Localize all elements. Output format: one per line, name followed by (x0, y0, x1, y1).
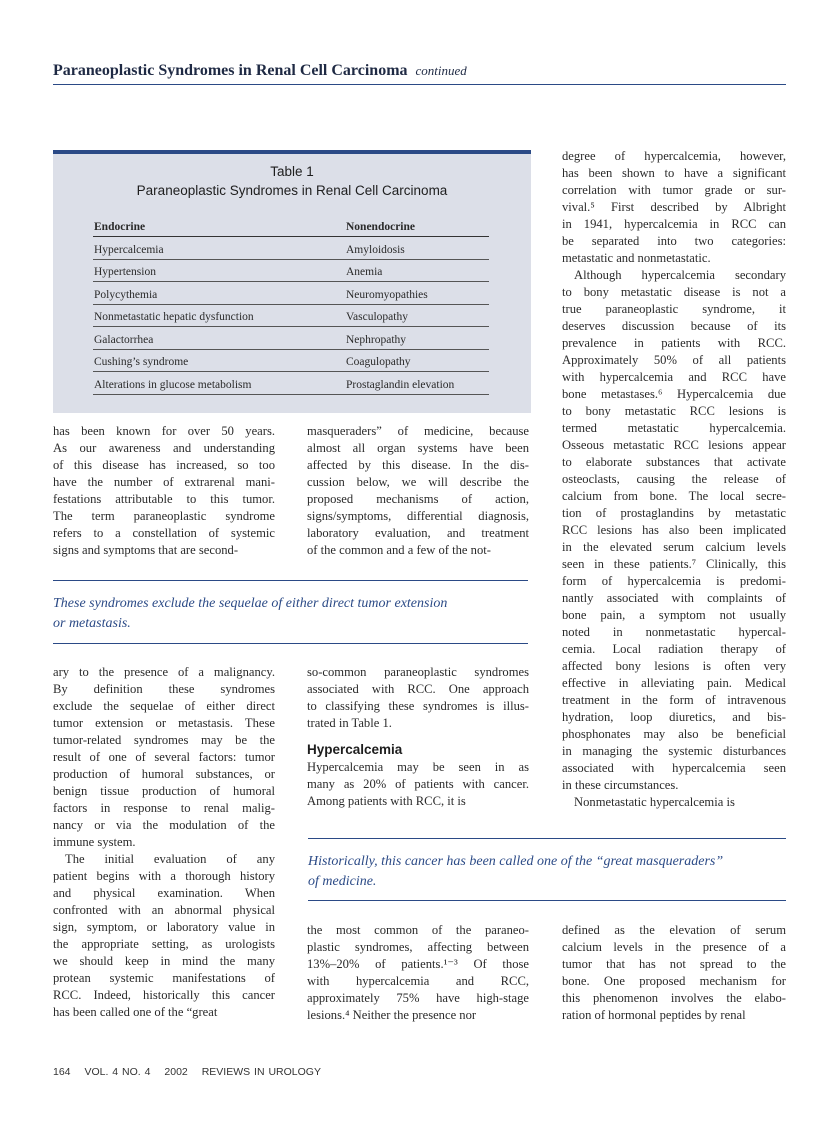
text-line: deserves discussion because of its (562, 319, 786, 333)
table-cell-endocrine: Cushing’s syndrome (94, 356, 189, 368)
text-line: with hypercalcemia and RCC, (307, 974, 529, 988)
running-head-continued: continued (415, 63, 467, 78)
text-line: to bony metastatic RCC lesions is (562, 404, 786, 418)
text-line: By definition these syndromes (53, 682, 275, 696)
table-header-endocrine: Endocrine (94, 221, 146, 233)
text-line: signs/symptoms, differential diagnosis, (307, 509, 529, 523)
text-line: vival.⁵ First described by Albright (562, 200, 786, 214)
table-cell-nonendocrine: Anemia (346, 266, 383, 278)
text-line: protean systemic manifestations of (53, 971, 275, 985)
running-head (53, 62, 467, 80)
table-cell-nonendocrine: Amyloidosis (346, 243, 405, 256)
text-line: refers to a constellation of systemic (53, 526, 275, 540)
table-header-row (93, 214, 489, 237)
text-line: factors in response to renal malig- (53, 801, 275, 815)
pullquote-1-bottom-rule (53, 643, 528, 644)
text-line: to classifying these syndromes is illus- (307, 699, 529, 713)
text-line: be separated into two categories: (562, 234, 786, 248)
table-row (93, 282, 489, 305)
pullquote-1-top-rule (53, 580, 528, 581)
table-row (93, 304, 489, 327)
text-line: has been called one of the “great (53, 1005, 218, 1019)
table-cell-endocrine: Polycythemia (94, 288, 158, 301)
text-line: result of one of several factors: tumor (53, 750, 275, 764)
text-line: tion of prostaglandins by metastatic (562, 506, 786, 520)
text-line: calcium from bone. The local secre- (562, 489, 786, 503)
text-line: many as 20% of patients with cancer. (307, 777, 529, 791)
text-line: to elaborate substances that activate (562, 455, 786, 469)
table-row (93, 372, 489, 395)
text-line: almost all organ systems have been (307, 441, 529, 455)
text-line: sign, symptom, or laboratory value in (53, 920, 275, 934)
text-line: so-common paraneoplastic syndromes (307, 665, 529, 679)
table-header-nonendocrine: Nonendocrine (346, 221, 415, 233)
journal-name: REVIEWS IN UROLOGY (201, 1066, 321, 1078)
running-head-title: Paraneoplastic Syndromes in Renal Cell Carcinoma (53, 62, 408, 79)
text-line: confronted with an abnormal physical (53, 903, 275, 917)
text-line: degree of hypercalcemia, however, (562, 149, 786, 163)
text-line: phosphonates may also be beneficial (562, 727, 786, 741)
text-line: of this disease has increased, so too (53, 458, 275, 472)
text-line: in managing the systemic disturbances (562, 744, 786, 758)
col1-paragraph-1 (53, 664, 275, 851)
table-cell-endocrine: Hypercalcemia (94, 243, 164, 256)
text-line: patient begins with a thorough history (53, 869, 275, 883)
text-line: seen in these patients.⁷ Clinically, this (562, 557, 786, 571)
text-line: tumor that has not spread to the (562, 957, 786, 971)
col3-paragraph-1 (562, 148, 786, 267)
text-line: noted in nonmetastatic hypercal- (562, 625, 786, 639)
text-line: festations attributable to this tumor. (53, 492, 275, 506)
text-line: prevalence in patients with RCC. (562, 336, 786, 350)
text-line: hydration, loop diuretics, and bis- (562, 710, 786, 724)
text-line: ary to the presence of a malignancy. (53, 665, 275, 679)
text-line: treatment in the form of intravenous (562, 693, 786, 707)
text-line: associated with RCC. One approach (307, 682, 529, 696)
text-line: have the number of extrarenal mani- (53, 475, 275, 489)
page-footer (53, 1066, 331, 1078)
text-line: Osseous metastatic RCC lesions appear (562, 438, 786, 452)
text-line: has been shown to have a significant (562, 166, 786, 180)
text-line: cemia. Local radiation therapy of (562, 642, 786, 656)
table-cell-endocrine: Hypertension (94, 266, 156, 278)
pullquote-2-bottom-rule (308, 900, 786, 901)
col3-paragraph-2 (562, 267, 786, 794)
text-line: correlation with tumor grade or sur- (562, 183, 786, 197)
text-line: approximately 75% have high-stage (307, 991, 529, 1005)
text-line: Approximately 50% of all patients (562, 353, 786, 367)
pullquote-2-line: Historically, this cancer has been called one of the “great masqueraders” (308, 854, 724, 869)
table-cell-nonendocrine: Neuromyopathies (346, 288, 428, 301)
text-line: metastatic and nonmetastatic. (562, 251, 711, 265)
text-line: benign tissue production of humoral (53, 784, 275, 798)
text-line: true paraneoplastic syndrome, it (562, 302, 786, 316)
table-row (93, 237, 489, 260)
text-line: RCC. Indeed, historically this cancer (53, 988, 275, 1002)
text-line: laboratory evaluation, and treatment (307, 526, 529, 540)
text-line: in these circumstances. (562, 778, 679, 792)
col1-middle (53, 664, 275, 1021)
col2-bottom (307, 922, 529, 1024)
text-line: bone. One proposed mechanism for (562, 974, 786, 988)
text-line: lesions.⁴ Neither the presence nor (307, 1008, 477, 1022)
pullquote-2 (308, 852, 788, 891)
col3-bottom (562, 922, 786, 1024)
text-line: exclude the sequelae of either direct (53, 699, 275, 713)
text-line: Hypercalcemia may be seen in as (307, 760, 529, 774)
col3-paragraph-3 (562, 794, 786, 811)
header-rule (53, 84, 786, 85)
text-line: signs and symptoms that are second- (53, 543, 239, 557)
col2-middle (307, 664, 529, 810)
text-line: immune system. (53, 835, 136, 849)
text-line: the appropriate setting, as urologists (53, 937, 275, 951)
text-line: of the common and a few of the not- (307, 543, 491, 557)
journal-volume: VOL. 4 NO. 4 (84, 1066, 151, 1078)
col2-paragraph-2 (307, 759, 529, 810)
table-title: Paraneoplastic Syndromes in Renal Cell Carcinoma (136, 183, 448, 198)
table-label: Table 1 (270, 164, 314, 179)
table-cell-endocrine: Galactorrhea (94, 333, 154, 346)
pullquote-2-top-rule (308, 838, 786, 839)
section-heading-hypercalcemia: Hypercalcemia (307, 742, 403, 757)
text-line: nantly associated with complaints of (562, 591, 786, 605)
text-line: form of hypercalcemia is predomi- (562, 574, 786, 588)
col2-top (307, 423, 529, 559)
text-line: osteoclasts, causing the release of (562, 472, 786, 486)
pullquote-1-line: or metastasis. (53, 615, 131, 631)
col1-paragraph-2 (53, 851, 275, 1021)
text-line: in 1941, hypercalcemia in RCC can (562, 217, 786, 231)
text-line: Nonmetastatic hypercalcemia is (574, 795, 735, 809)
text-line: calcium levels in the presence of a (562, 940, 786, 954)
journal-year: 2002 (164, 1066, 188, 1078)
text-line: As our awareness and understanding (53, 441, 275, 455)
text-line: 13%–20% of patients.¹⁻³ Of those (307, 957, 529, 971)
text-line: affected by this disease. In the dis- (307, 458, 529, 472)
text-line: defined as the elevation of serum (562, 923, 786, 937)
text-line: ration of hormonal peptides by renal (562, 1008, 746, 1022)
text-line: affected bony lesions is often very (562, 659, 786, 673)
table-cell-nonendocrine: Nephropathy (346, 333, 407, 346)
text-line: this phenomenon involves the elabo- (562, 991, 786, 1005)
text-line: RCC lesions has also been implicated (562, 523, 786, 537)
text-line: bone metastases.⁶ Hypercalcemia due (562, 387, 786, 401)
text-line: trated in Table 1. (307, 716, 392, 730)
table-cell-nonendocrine: Prostaglandin elevation (346, 378, 455, 391)
text-line: with hypercalcemia and RCC have (562, 370, 786, 384)
text-line: has been known for over 50 years. (53, 424, 275, 438)
table-row (93, 349, 489, 372)
table-cell-endocrine: Alterations in glucose metabolism (94, 378, 252, 391)
text-line: the most common of the paraneo- (307, 923, 529, 937)
table-1 (53, 150, 531, 413)
table-cell-endocrine: Nonmetastatic hepatic dysfunction (94, 311, 254, 323)
text-line: tumor extension or metastasis. These (53, 716, 275, 730)
text-line: proposed mechanisms of action, (307, 492, 529, 506)
text-line: cussion below, we will describe the (307, 475, 529, 489)
pullquote-2-line: of medicine. (308, 873, 377, 889)
text-line: Although hypercalcemia secondary (574, 268, 786, 282)
table-cell-nonendocrine: Coagulopathy (346, 356, 411, 368)
page-number: 164 (53, 1066, 71, 1078)
text-line: associated with hypercalcemia seen (562, 761, 786, 775)
col3-main (562, 148, 786, 811)
text-line: to bony metastatic disease is not a (562, 285, 786, 299)
text-line: effective in alleviating pain. Medical (562, 676, 786, 690)
text-line: nancy or via the modulation of the (53, 818, 275, 832)
text-line: production of humoral substances, or (53, 767, 275, 781)
text-line: The term paraneoplastic syndrome (53, 509, 275, 523)
text-line: The initial evaluation of any (65, 852, 275, 866)
text-line: Among patients with RCC, it is (307, 794, 466, 808)
col2-paragraph-1 (307, 664, 529, 732)
text-line: masqueraders” of medicine, because (307, 424, 529, 438)
text-line: in the elevated serum calcium levels (562, 540, 786, 554)
text-line: plastic syndromes, affecting between (307, 940, 529, 954)
table-row (93, 259, 489, 282)
text-line: bone pain, a symptom not usually (562, 608, 786, 622)
table-row (93, 327, 489, 350)
text-line: we should keep in mind the many (53, 954, 275, 968)
pullquote-1 (53, 594, 531, 633)
pullquote-1-line: These syndromes exclude the sequelae of either direct tumor extension (53, 596, 448, 611)
table-cell-nonendocrine: Vasculopathy (346, 311, 408, 323)
text-line: and physical examination. When (53, 886, 275, 900)
col1-top (53, 423, 275, 559)
text-line: tumor-related syndromes may be the (53, 733, 275, 747)
text-line: termed metastatic hypercalcemia. (562, 421, 786, 435)
